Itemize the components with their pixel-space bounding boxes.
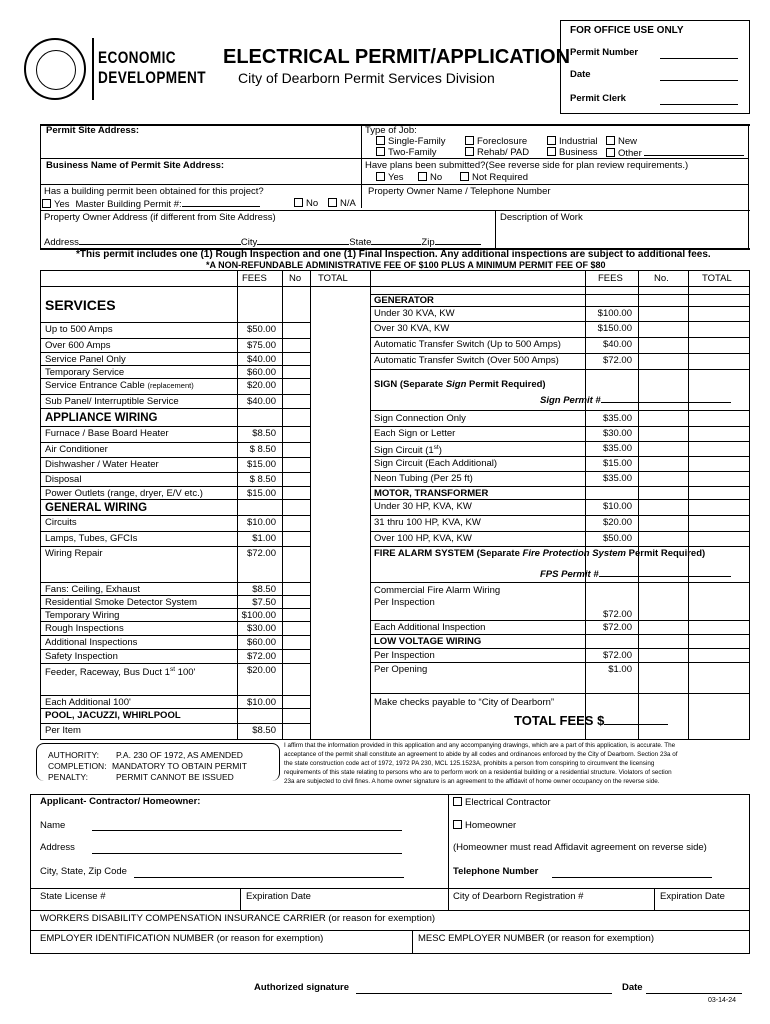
right-fee: $20.00 [602,517,632,528]
pool-heading: POOL, JACUZZI, WHIRLPOOL [45,710,181,721]
right-fee: $50.00 [602,533,632,544]
permit-number-field[interactable] [660,58,738,59]
general-fee: $20.00 [246,665,276,676]
logo-line1: ECONOMIC [98,48,176,67]
job-other[interactable]: Other [606,147,744,160]
date-field[interactable] [660,80,738,81]
form-revision-code: 03-14-24 [708,997,737,1004]
appliance-heading: APPLIANCE WIRING [45,412,158,424]
affirmation-text: I affirm that the information provided in this application and any accompanying drawings, which are a part of this application, is accurate. The acceptance of the permit shall constitute an agreement to abide by all codes and ordinances enforced by the City of Dearborn. Section 23a of the state construction code act of 1972, 1972 PA 230, MCL 125.1523A, prohibits a person from conspiring to circumvent the licensing requirements of this state relating to persons who are to perform work on a residential building or a residential structure. Violators of section 23a are subjected to civil fines. A home owner signature is an agreement to the affidavit of home owner occupancy on the reverse side. [284,742,678,785]
admin-fee-notice: *A NON-REFUNDABLE ADMINISTRATIVE FEE OF $100 PLUS A MINIMUM PERMIT FEE OF $80 [206,260,606,270]
permit-number-label: Permit Number [570,47,639,58]
general-item: Each Additional 100' [45,697,131,708]
right-item: Per Inspection [374,650,435,661]
building-permit-na[interactable]: N/A [328,198,356,210]
sign-heading: SIGN (Separate Sign Permit Required) [374,379,546,390]
right-fee: $35.00 [602,413,632,424]
col-fees-left: FEES [242,273,267,284]
appliance-item: Disposal [45,474,82,485]
plans-no[interactable]: No [418,172,442,184]
right-fee: $40.00 [602,339,632,350]
right-fee: $35.00 [602,473,632,484]
appliance-fee: $ 8.50 [249,474,276,485]
pool-fee: $8.50 [252,725,276,736]
appliance-item: Furnace / Base Board Heater [45,428,169,439]
building-permit-no[interactable]: No [294,198,318,210]
job-industrial[interactable]: Industrial [547,136,598,148]
generator-heading: GENERATOR [374,295,434,306]
general-fee: $72.00 [246,548,276,559]
row-rule [40,723,311,724]
row-rule [370,648,750,649]
row-rule [370,634,750,635]
svc-fee: $60.00 [246,367,276,378]
city-seal [24,38,86,100]
row-rule [370,582,750,583]
right-item: Each Sign or Letter [374,428,456,439]
employer-id-label: EMPLOYER IDENTIFICATION NUMBER (or reason for exemption) [40,933,324,944]
svc-fee: $50.00 [246,324,276,335]
general-fee: $1.00 [252,533,276,544]
electrical-contractor-checkbox[interactable]: Electrical Contractor [453,797,551,809]
row-rule [370,546,750,547]
workers-comp-label: WORKERS DISABILITY COMPENSATION INSURANCE CARRIER (or reason for exemption) [40,913,436,924]
right-fee: $72.00 [602,609,632,620]
right-item: Per Inspection [374,597,435,608]
general-fee: $30.00 [246,623,276,634]
mesc-employer-label: MESC EMPLOYER NUMBER (or reason for exemption) [418,933,654,944]
applicant-heading: Applicant- Contractor/ Homeowner: [40,796,201,807]
city-state-zip-field[interactable] [134,877,404,878]
svc-fee: $40.00 [246,396,276,407]
low-voltage-heading: LOW VOLTAGE WIRING [374,636,482,647]
total-fees-field[interactable]: TOTAL FEES $ [514,713,668,729]
job-foreclosure[interactable]: Foreclosure [465,136,527,148]
right-fee: $72.00 [602,650,632,661]
row-rule [40,442,311,443]
general-item: Additional Inspections [45,637,138,648]
right-item: Commercial Fire Alarm Wiring [374,585,501,596]
row-rule [40,649,311,650]
general-fee: $100.00 [241,610,276,621]
row-rule [370,441,750,442]
applicant-address-label: Address [40,842,75,853]
row-rule [40,338,311,339]
right-item: Automatic Transfer Switch (Over 500 Amps) [374,355,559,366]
svc-item: Service Panel Only [45,354,126,365]
svc-item: Service Entrance Cable (replacement) [45,380,194,391]
general-item: Circuits [45,517,77,528]
row-rule [40,663,311,664]
affidavit-note: (Homeowner must read Affidavit agreement on reverse side) [453,842,707,853]
general-item: Temporary Wiring [45,610,120,621]
registration-expiration-label: Expiration Date [660,891,725,902]
appliance-item: Air Conditioner [45,444,108,455]
telephone-label: Telephone Number [453,866,539,877]
plans-yes[interactable]: Yes [376,172,404,184]
applicant-address-field[interactable] [92,853,402,854]
appliance-fee: $15.00 [246,488,276,499]
row-rule [40,635,311,636]
page-subtitle: City of Dearborn Permit Services Division [238,70,495,86]
owner-address-line[interactable]: Address City State Zip [44,236,481,249]
applicant-name-label: Name [40,820,66,831]
right-fee: $72.00 [602,622,632,633]
right-item: Over 100 HP, KVA, KW [374,533,472,544]
svc-fee: $20.00 [246,380,276,391]
permit-clerk-field[interactable] [660,104,738,105]
appliance-fee: $15.00 [246,459,276,470]
general-item: Feeder, Raceway, Bus Duct 1st 100' [45,666,196,679]
building-permit-question: Has a building permit been obtained for this project? [44,186,264,197]
penalty-line: PENALTY: PERMIT CANNOT BE ISSUED [48,773,234,782]
plans-not-required[interactable]: Not Required [460,172,528,184]
right-item: 31 thru 100 HP, KVA, KW [374,517,481,528]
appliance-fee: $8.50 [252,428,276,439]
motor-heading: MOTOR, TRANSFORMER [374,488,489,499]
type-of-job-label: Type of Job: [365,125,417,136]
right-item: Under 30 KVA, KW [374,308,455,319]
general-fee: $10.00 [246,697,276,708]
row-rule [370,662,750,663]
row-rule [370,321,750,322]
row-rule [40,546,311,547]
col-total-right: TOTAL [702,273,732,284]
office-use-title: FOR OFFICE USE ONLY [570,25,684,36]
col-no-right: No. [654,273,669,284]
signature-date-label: Date [622,982,643,993]
general-item: Wiring Repair [45,548,103,559]
col-total-left: TOTAL [318,273,348,284]
services-heading: SERVICES [45,297,116,313]
svc-item: Temporary Service [45,367,125,378]
row-rule [40,322,311,323]
right-fee: $10.00 [602,501,632,512]
right-item: Sign Connection Only [374,413,466,424]
logo-line2: DEVELOPMENT [98,68,206,87]
svc-item: Over 600 Amps [45,340,111,351]
logo-divider [92,38,94,100]
description-of-work-label: Description of Work [500,212,583,223]
row-rule [40,531,311,532]
row-rule [370,353,750,354]
permit-site-address-label: Permit Site Address: [46,125,140,136]
right-item: Neon Tubing (Per 25 ft) [374,473,473,484]
job-business[interactable]: Business [547,147,598,159]
right-item: Per Opening [374,664,428,675]
appliance-fee: $ 8.50 [249,444,276,455]
signature-field[interactable] [356,993,612,994]
authority-line: AUTHORITY: P.A. 230 OF 1972, AS AMENDED [48,750,243,760]
right-item: Sign Circuit (1st) [374,444,442,457]
right-item: Automatic Transfer Switch (Up to 500 Amps) [374,339,561,350]
dearborn-registration-label: City of Dearborn Registration # [453,891,584,902]
row-rule [370,426,750,427]
license-expiration-label: Expiration Date [246,891,311,902]
general-fee: $7.50 [252,597,276,608]
owner-address-label: Property Owner Address (if different from Site Address) [44,212,276,223]
row-rule [370,693,750,694]
building-permit-yes[interactable]: Yes Master Building Permit #: [42,198,260,211]
row-rule [40,472,311,473]
row-rule [370,337,750,338]
right-fee: $72.00 [602,355,632,366]
general-wiring-heading: GENERAL WIRING [45,502,148,514]
date-label: Date [570,69,591,80]
right-item: Under 30 HP, KVA, KW [374,501,472,512]
appliance-item: Dishwasher / Water Heater [45,459,159,470]
general-item: Fans: Ceiling, Exhaust [45,584,141,595]
right-fee: $1.00 [608,664,632,675]
row-rule [40,695,311,696]
inspection-notice: *This permit includes one (1) Rough Inspection and one (1) Final Inspection. Any additional inspections are subject to additional fees. [76,249,711,260]
pool-item: Per Item [45,725,81,736]
right-item: Each Additional Inspection [374,622,486,633]
general-fee: $60.00 [246,637,276,648]
general-item: Safety Inspection [45,651,118,662]
right-item: Over 30 KVA, KW [374,323,450,334]
svc-item: Sub Panel/ Interruptible Service [45,396,179,407]
row-rule [370,486,750,487]
right-item: Sign Circuit (Each Additional) [374,458,498,469]
right-fee: $15.00 [602,458,632,469]
signature-date-field[interactable] [646,993,742,994]
checks-payable-note: Make checks payable to “City of Dearborn” [374,697,555,708]
state-license-label: State License # [40,891,106,902]
general-fee: $10.00 [246,517,276,528]
sign-permit-field[interactable]: Sign Permit # [540,394,731,407]
right-fee: $30.00 [602,428,632,439]
general-fee: $72.00 [246,651,276,662]
row-rule [40,408,311,409]
row-rule [40,486,311,487]
row-rule [370,471,750,472]
job-single-family[interactable]: Single-Family [376,136,446,148]
row-rule [40,394,311,395]
owner-name-phone-label: Property Owner Name / Telephone Number [368,186,551,197]
city-state-zip-label: City, State, Zip Code [40,866,127,877]
job-rehab-pad[interactable]: Rehab/ PAD [465,147,529,159]
svc-fee: $40.00 [246,354,276,365]
homeowner-checkbox[interactable]: Homeowner [453,820,516,832]
svc-fee: $75.00 [246,340,276,351]
completion-line: COMPLETION: MANDATORY TO OBTAIN PERMIT [48,761,247,771]
plans-submitted-question: Have plans been submitted?(See reverse side for plan review requirements.) [365,160,689,171]
fire-alarm-heading: FIRE ALARM SYSTEM (Separate Fire Protection System Permit Required) [374,548,706,559]
permit-clerk-label: Permit Clerk [570,93,626,104]
general-item: Residential Smoke Detector System [45,597,198,608]
general-item: Rough Inspections [45,623,124,634]
job-new[interactable]: New [606,136,637,148]
row-rule [40,426,311,427]
right-fee: $150.00 [597,323,632,334]
row-rule [40,457,311,458]
telephone-field[interactable] [552,877,712,878]
general-fee: $8.50 [252,584,276,595]
col-fees-right: FEES [598,273,623,284]
col-no-left: No [289,273,302,284]
svc-item: Up to 500 Amps [45,324,113,335]
business-name-label: Business Name of Permit Site Address: [46,160,225,171]
row-rule [40,352,311,353]
applicant-name-field[interactable] [92,830,402,831]
appliance-item: Power Outlets (range, dryer, E/V etc.) [45,488,203,499]
row-rule [370,515,750,516]
row-rule [40,582,311,583]
right-fee: $35.00 [602,443,632,454]
row-rule [370,531,750,532]
authorized-signature-label: Authorized signature [254,982,350,993]
page-title: ELECTRICAL PERMIT/APPLICATION [223,46,571,68]
job-two-family[interactable]: Two-Family [376,147,437,159]
fps-permit-field[interactable]: FPS Permit # [540,568,731,581]
row-rule [370,369,750,370]
general-item: Lamps, Tubes, GFCIs [45,533,138,544]
row-rule [370,620,750,621]
right-fee: $100.00 [597,308,632,319]
row-rule [370,410,750,411]
